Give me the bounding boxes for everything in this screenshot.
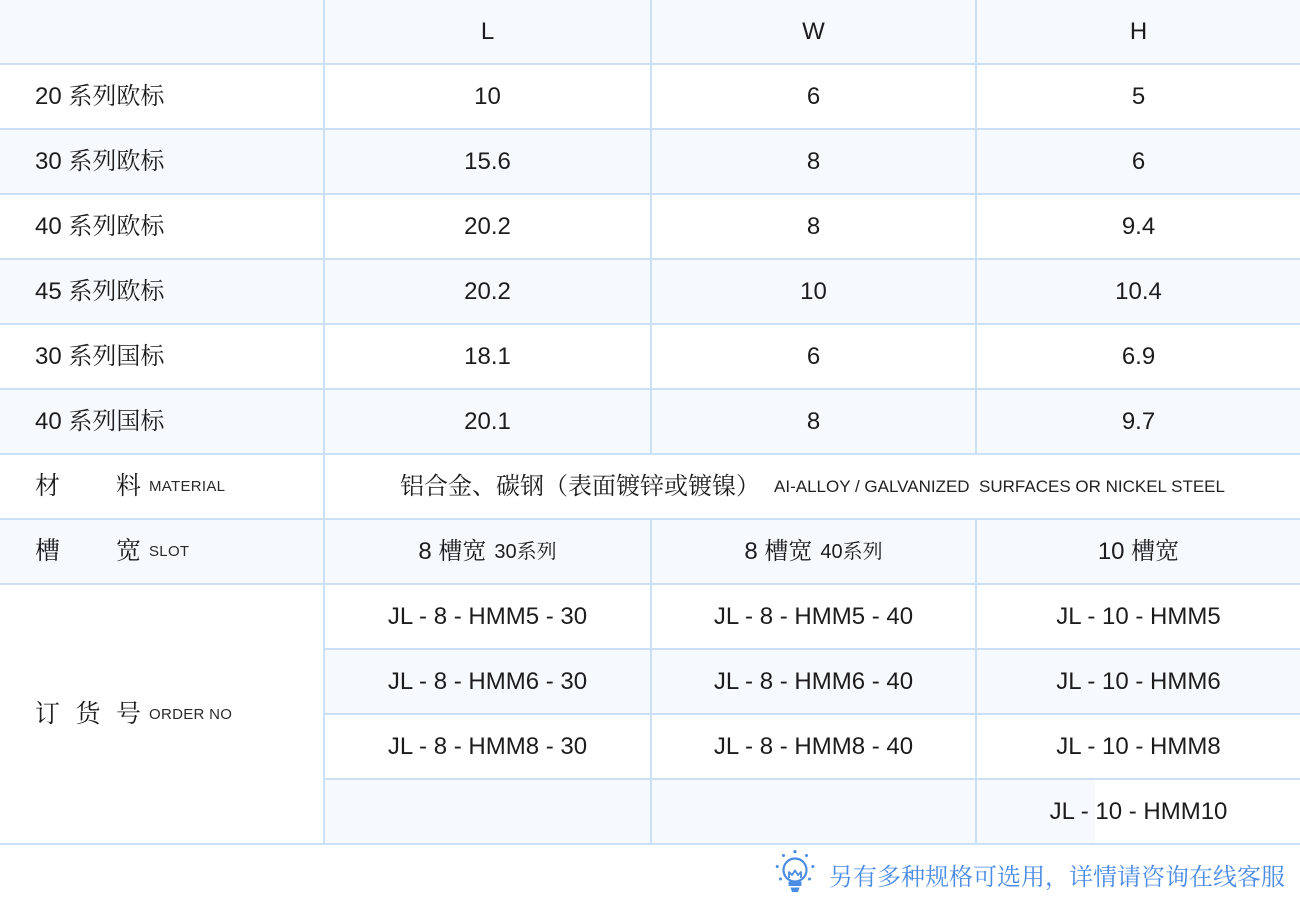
light-bulb-icon [774, 849, 816, 899]
order-no-cell: JL - 8 - HMM8 - 30 [323, 715, 650, 780]
material-label-zh: 材料 [35, 472, 141, 500]
series-name: 30 系列欧标 [35, 147, 165, 175]
slot-label-zh: 槽宽 [35, 537, 141, 565]
order-no-cell: JL - 8 - HMM5 - 40 [650, 585, 975, 650]
order-no-cell: JL - 10 - HMM8 [975, 715, 1300, 780]
column-header-h [975, 0, 1300, 65]
material-value: 铝合金、碳钢（表面镀锌或镀镍） AI-ALLOY / GALVANIZED SURFACES OR NICKEL STEEL [323, 455, 1300, 520]
cell-value-w: 8 [650, 130, 975, 195]
cell-value-w: 8 [650, 390, 975, 455]
cell-value-h: 10.4 [975, 260, 1300, 325]
order-no-cell: JL - 10 - HMM5 [975, 585, 1300, 650]
footer-note [0, 845, 1300, 903]
cell-value-h: 6 [975, 130, 1300, 195]
order-no-cell: JL - 8 - HMM5 - 30 [323, 585, 650, 650]
cell-value-l: 10 [323, 65, 650, 130]
cell-value-h: 9.4 [975, 195, 1300, 260]
column-header-l [323, 0, 650, 65]
column-header-label: H [1129, 17, 1148, 45]
order-no-cell [650, 780, 975, 845]
cell-value-h: 6.9 [975, 325, 1300, 390]
cell-value-w: 8 [650, 195, 975, 260]
slot-value: 10 槽宽 [975, 520, 1300, 585]
cell-value-h: 5 [975, 65, 1300, 130]
row-label [0, 260, 323, 325]
row-label [0, 65, 323, 130]
material-label-en: MATERIAL [149, 478, 226, 495]
cell-value-l: 20.2 [323, 195, 650, 260]
slot-row-label [0, 520, 323, 585]
row-label [0, 390, 323, 455]
cell-value-l: 15.6 [323, 130, 650, 195]
row-label [0, 325, 323, 390]
footer-note-text: 另有多种规格可选用，详情请咨询在线客服 [829, 863, 1285, 891]
series-name: 40 系列国标 [35, 407, 165, 435]
order-no-cell: JL - 10 - HMM10 [975, 780, 1300, 845]
row-label [0, 130, 323, 195]
order-no-label-en: ORDER NO [149, 705, 233, 723]
cell-value-h: 9.7 [975, 390, 1300, 455]
slot-label-en: SLOT [149, 543, 190, 560]
order-no-cell: JL - 8 - HMM8 - 40 [650, 715, 975, 780]
order-no-cell: JL - 8 - HMM6 - 40 [650, 650, 975, 715]
cell-value-w: 6 [650, 65, 975, 130]
order-no-row-label [0, 585, 323, 845]
order-no-cell: JL - 8 - HMM6 - 30 [323, 650, 650, 715]
column-header-label: L [480, 17, 495, 45]
cell-value-l: 20.2 [323, 260, 650, 325]
series-name: 40 系列欧标 [35, 212, 165, 240]
cell-value-l: 20.1 [323, 390, 650, 455]
order-no-cell [323, 780, 650, 845]
column-header-w [650, 0, 975, 65]
cell-value-l: 18.1 [323, 325, 650, 390]
cell-value-w: 6 [650, 325, 975, 390]
column-header-label: W [802, 17, 825, 45]
material-row-label [0, 455, 323, 520]
order-no-cell: JL - 10 - HMM6 [975, 650, 1300, 715]
cell-value-w: 10 [650, 260, 975, 325]
slot-value: 8 槽宽 40系列 [650, 520, 975, 585]
order-no-label-zh: 订货号 [35, 699, 141, 728]
series-name: 20 系列欧标 [35, 82, 165, 110]
column-header-empty [0, 0, 323, 65]
row-label [0, 195, 323, 260]
series-name: 30 系列国标 [35, 342, 165, 370]
series-name: 45 系列欧标 [35, 277, 165, 305]
slot-value: 8 槽宽 30系列 [323, 520, 650, 585]
